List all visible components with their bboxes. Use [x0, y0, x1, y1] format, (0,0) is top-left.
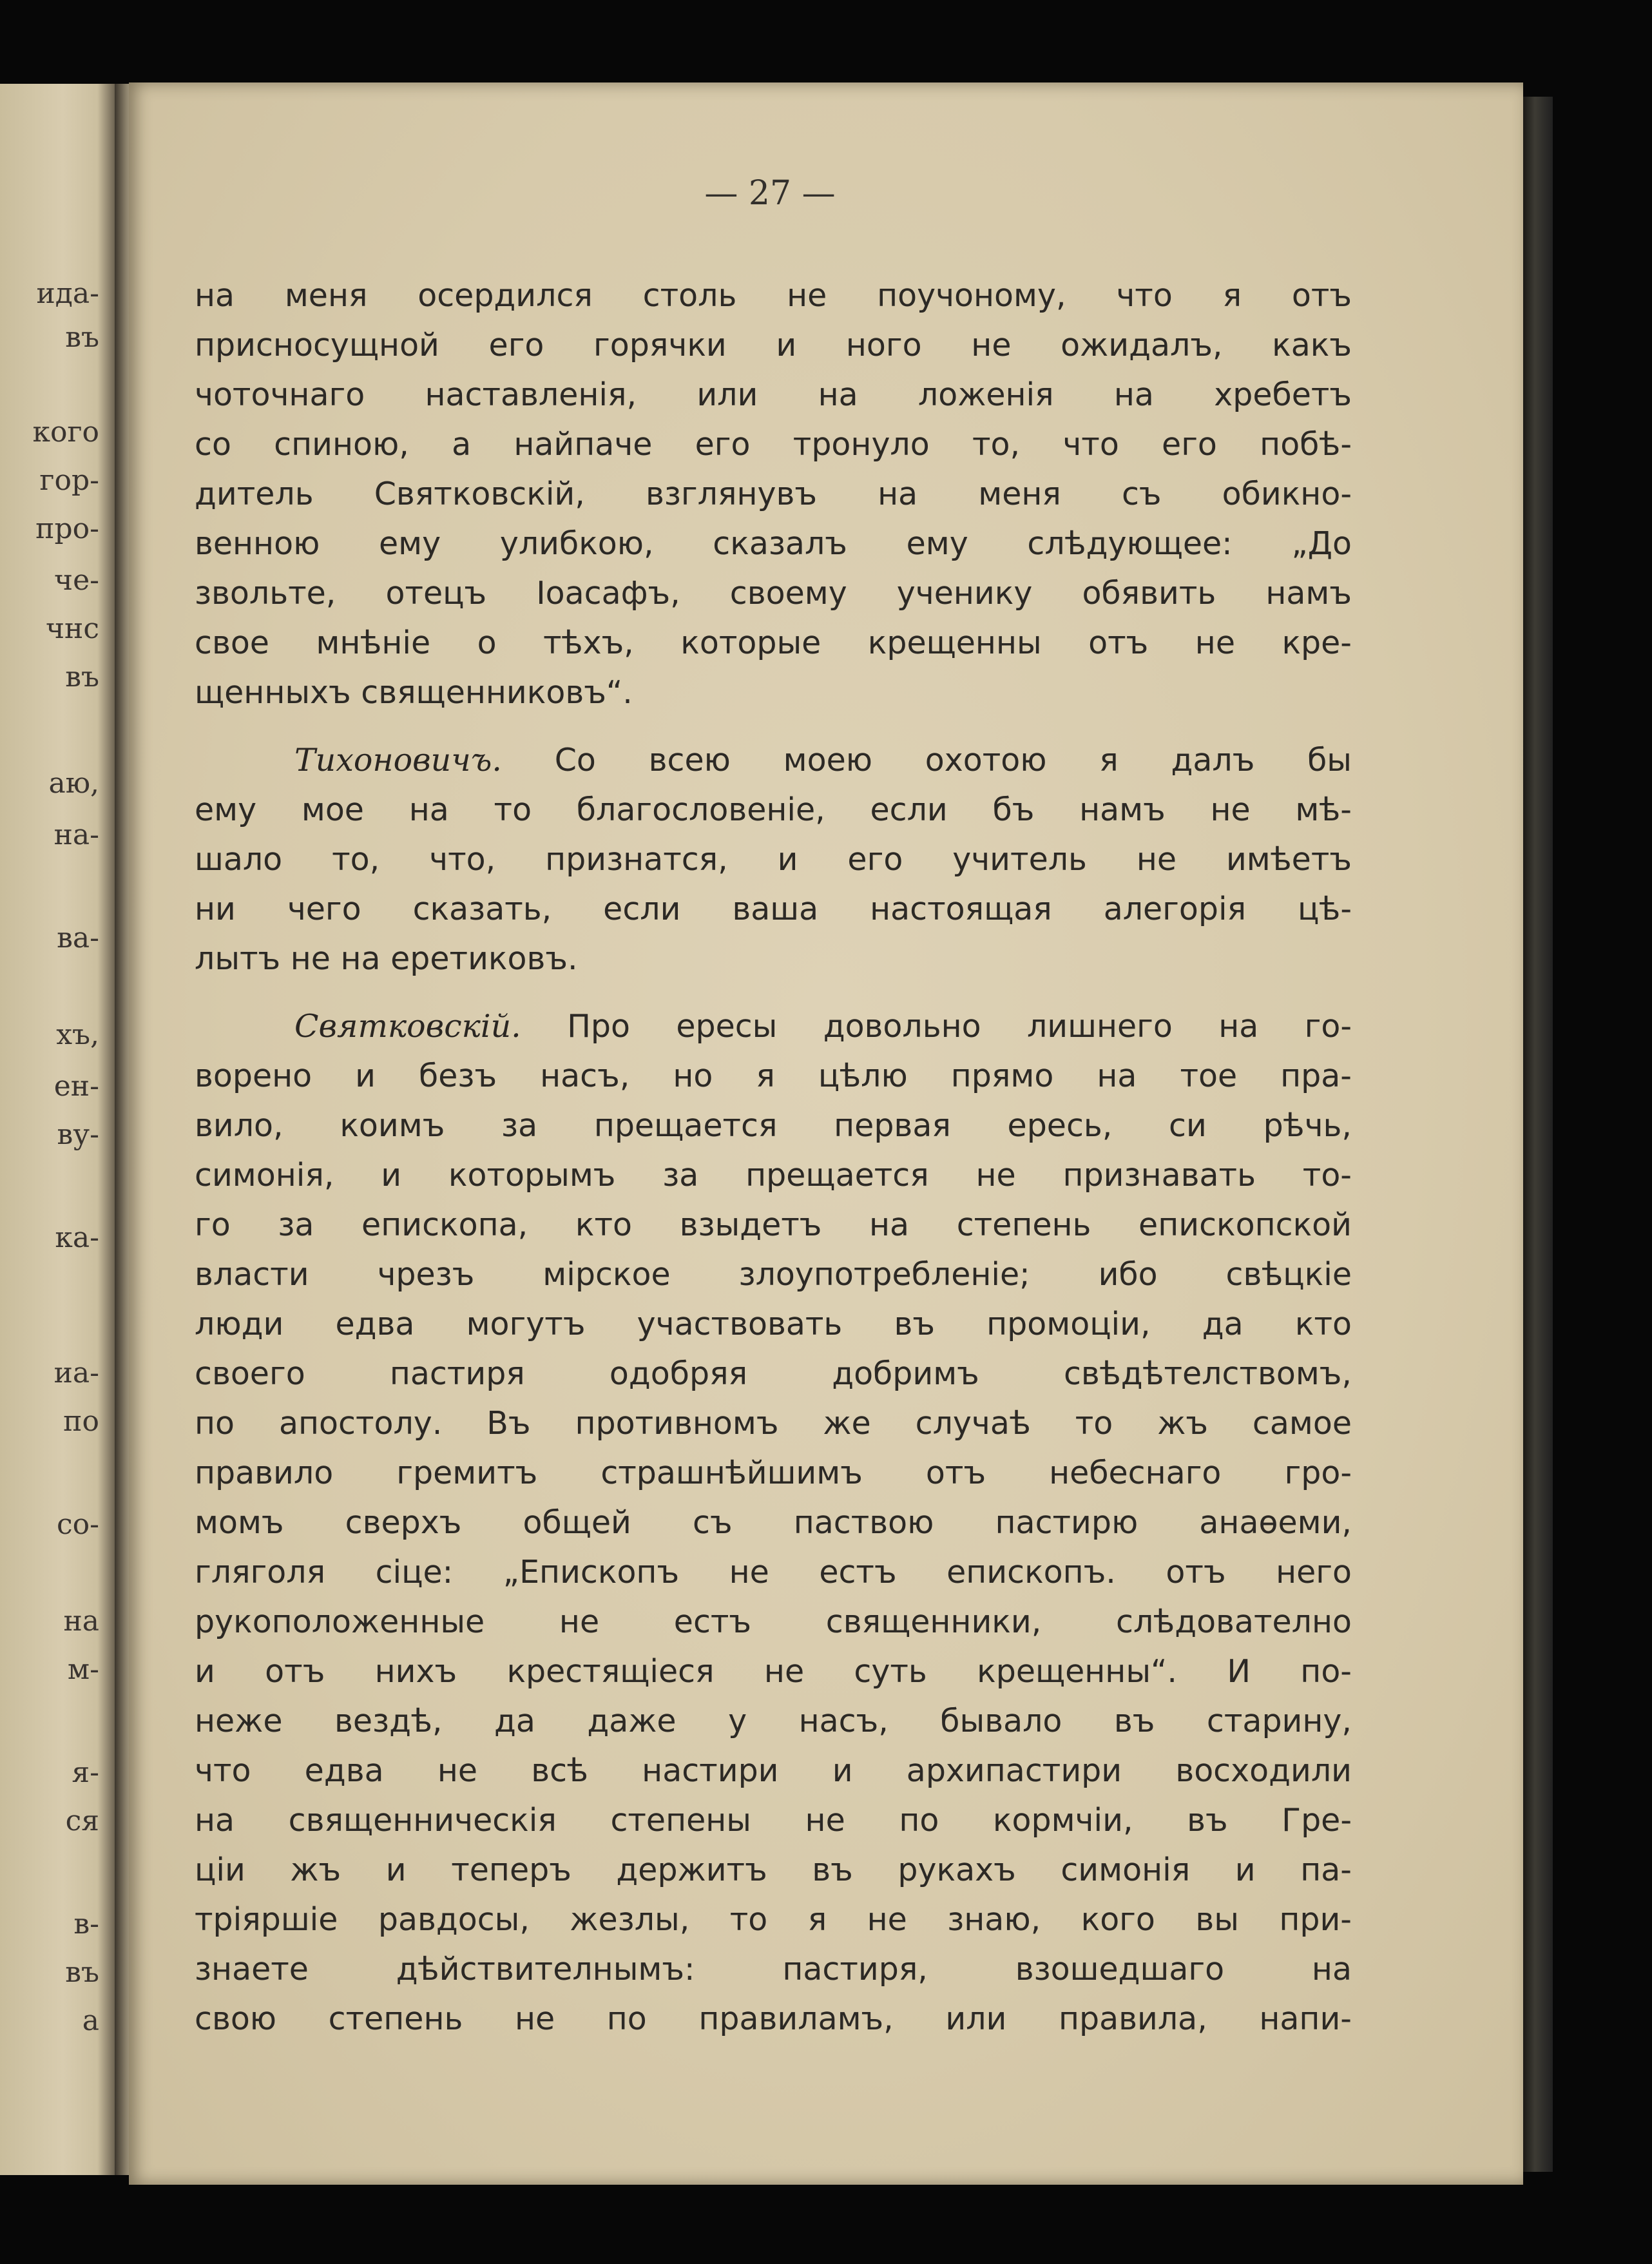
text-line: вило, коимъ за прещается первая ересь, си рѣчь, — [195, 1107, 1352, 1144]
page-number: — 27 — — [704, 174, 836, 213]
text-line: что едва не всѣ настири и архипастири восходили — [195, 1752, 1352, 1789]
left-page-fragment: в- — [73, 1908, 99, 1940]
text-line: лытъ не на еретиковъ. — [195, 940, 578, 977]
text-line: свою степень не по правиламъ, или правила, напи- — [195, 2000, 1352, 2037]
left-page-fragment: въ — [65, 321, 99, 354]
left-page-fragment: по — [63, 1405, 99, 1438]
speaker-name: Святковскій. — [294, 1008, 521, 1045]
left-page-fragment: хъ, — [56, 1018, 99, 1051]
left-page-fragment: ка- — [55, 1221, 99, 1254]
left-page-fragment: со- — [57, 1508, 99, 1541]
book-edge — [1523, 97, 1553, 2172]
text-line: на меня осердился столь не поучоному, что я отъ — [195, 277, 1352, 314]
left-page-fragment: въ — [65, 1956, 99, 1989]
text-line: присносущной его горячки и ного не ожидалъ, какъ — [195, 327, 1352, 363]
text-line: гляголя сіце: „Епископъ не естъ епископъ. отъ него — [195, 1554, 1352, 1591]
text-line: ціи жъ и теперъ держитъ въ рукахъ симонія и па- — [195, 1852, 1352, 1888]
left-page-fragment: на — [63, 1605, 99, 1638]
text-line: рукоположенные не естъ священники, слѣдователно — [195, 1603, 1352, 1640]
text-line: Со всею моею охотою я далъ бы — [554, 742, 1352, 779]
text-line: ему мое на то благословеніе, если бъ намъ не мѣ- — [195, 791, 1352, 828]
text-line: люди едва могутъ участвовать въ промоціи, да кто — [195, 1306, 1352, 1342]
text-line: ворено и безъ насъ, но я цѣлю прямо на тое пра- — [195, 1058, 1352, 1094]
text-line: неже вездѣ, да даже у насъ, бывало въ старину, — [195, 1703, 1352, 1739]
left-page-fragment: че- — [54, 564, 99, 597]
text-line: Про ересы довольно лишнего на го- — [567, 1008, 1352, 1045]
text-line: венною ему улибкою, сказалъ ему слѣдующее: „До — [195, 525, 1352, 562]
text-line: свое мнѣніе о тѣхъ, которые крещенны отъ не кре- — [195, 624, 1352, 661]
left-page-fragment: чнс — [45, 612, 99, 645]
left-page-fragment: кого — [32, 416, 99, 449]
left-page-fragment: на- — [53, 818, 99, 851]
text-line: на священническія степены не по кормчіи, въ Гре- — [195, 1802, 1352, 1839]
text-line: своего пастиря одобряя добримъ свѣдѣтелствомъ, — [195, 1355, 1352, 1392]
text-line: дитель Святковскій, взглянувъ на меня съ обикно- — [195, 476, 1352, 512]
paragraph-first-line — [195, 1001, 1352, 1051]
text-line: и отъ нихъ крестящіеся не суть крещенны“. И по- — [195, 1653, 1352, 1690]
text-line: власти чрезъ мірское злоупотребленіе; ибо свѣцкіе — [195, 1256, 1352, 1293]
body-text — [195, 271, 1352, 2044]
left-page-fragment: ся — [65, 1804, 99, 1837]
left-page-fragment: ен- — [53, 1070, 99, 1103]
text-line: момъ сверхъ общей съ паствою пастирю анаѳеми, — [195, 1504, 1352, 1541]
text-line: со спиною, а найпаче его тронуло то, что его побѣ- — [195, 426, 1352, 463]
left-page-fragment: а — [82, 2004, 99, 2037]
left-page-fragment: я- — [72, 1756, 99, 1789]
paragraph-first-line — [195, 735, 1352, 785]
text-line: шало то, что, признатся, и его учитель не имѣетъ — [195, 841, 1352, 878]
text-line: щенныхъ священниковъ“. — [195, 674, 633, 711]
left-page-fragment: ва- — [57, 922, 99, 954]
text-line: тріяршіе равдосы, жезлы, то я не знаю, кого вы при- — [195, 1901, 1352, 1938]
left-page-fragment: иа- — [53, 1357, 99, 1389]
text-line: ни чего сказать, если ваша настоящая алегорія цѣ- — [195, 891, 1352, 927]
left-page-fragment: въ — [65, 661, 99, 693]
left-page-fragment: гор- — [39, 464, 99, 497]
left-page — [0, 84, 115, 2175]
speaker-name: Тихоновичъ. — [294, 742, 502, 779]
text-line: знаете дѣйствителнымъ: пастиря, взошедшаго на — [195, 1951, 1352, 1988]
left-page-fragment: аю, — [48, 767, 99, 800]
text-line: го за епископа, кто взыдетъ на степень епископской — [195, 1206, 1352, 1243]
left-page-fragment: ву- — [57, 1118, 99, 1151]
left-page-fragment: про- — [35, 512, 99, 545]
left-page-fragment: м- — [67, 1653, 99, 1686]
text-line: симонія, и которымъ за прещается не признавать то- — [195, 1157, 1352, 1194]
text-line: по апостолу. Въ противномъ же случаѣ то жъ самое — [195, 1405, 1352, 1442]
left-page-fragment: ида- — [36, 277, 99, 310]
text-line: правило гремитъ страшнѣйшимъ отъ небеснаго гро- — [195, 1455, 1352, 1491]
text-line: звольте, отецъ Іоасафъ, своему ученику обявить намъ — [195, 575, 1352, 612]
text-line: чоточнаго наставленія, или на ложенія на хребетъ — [195, 376, 1352, 413]
